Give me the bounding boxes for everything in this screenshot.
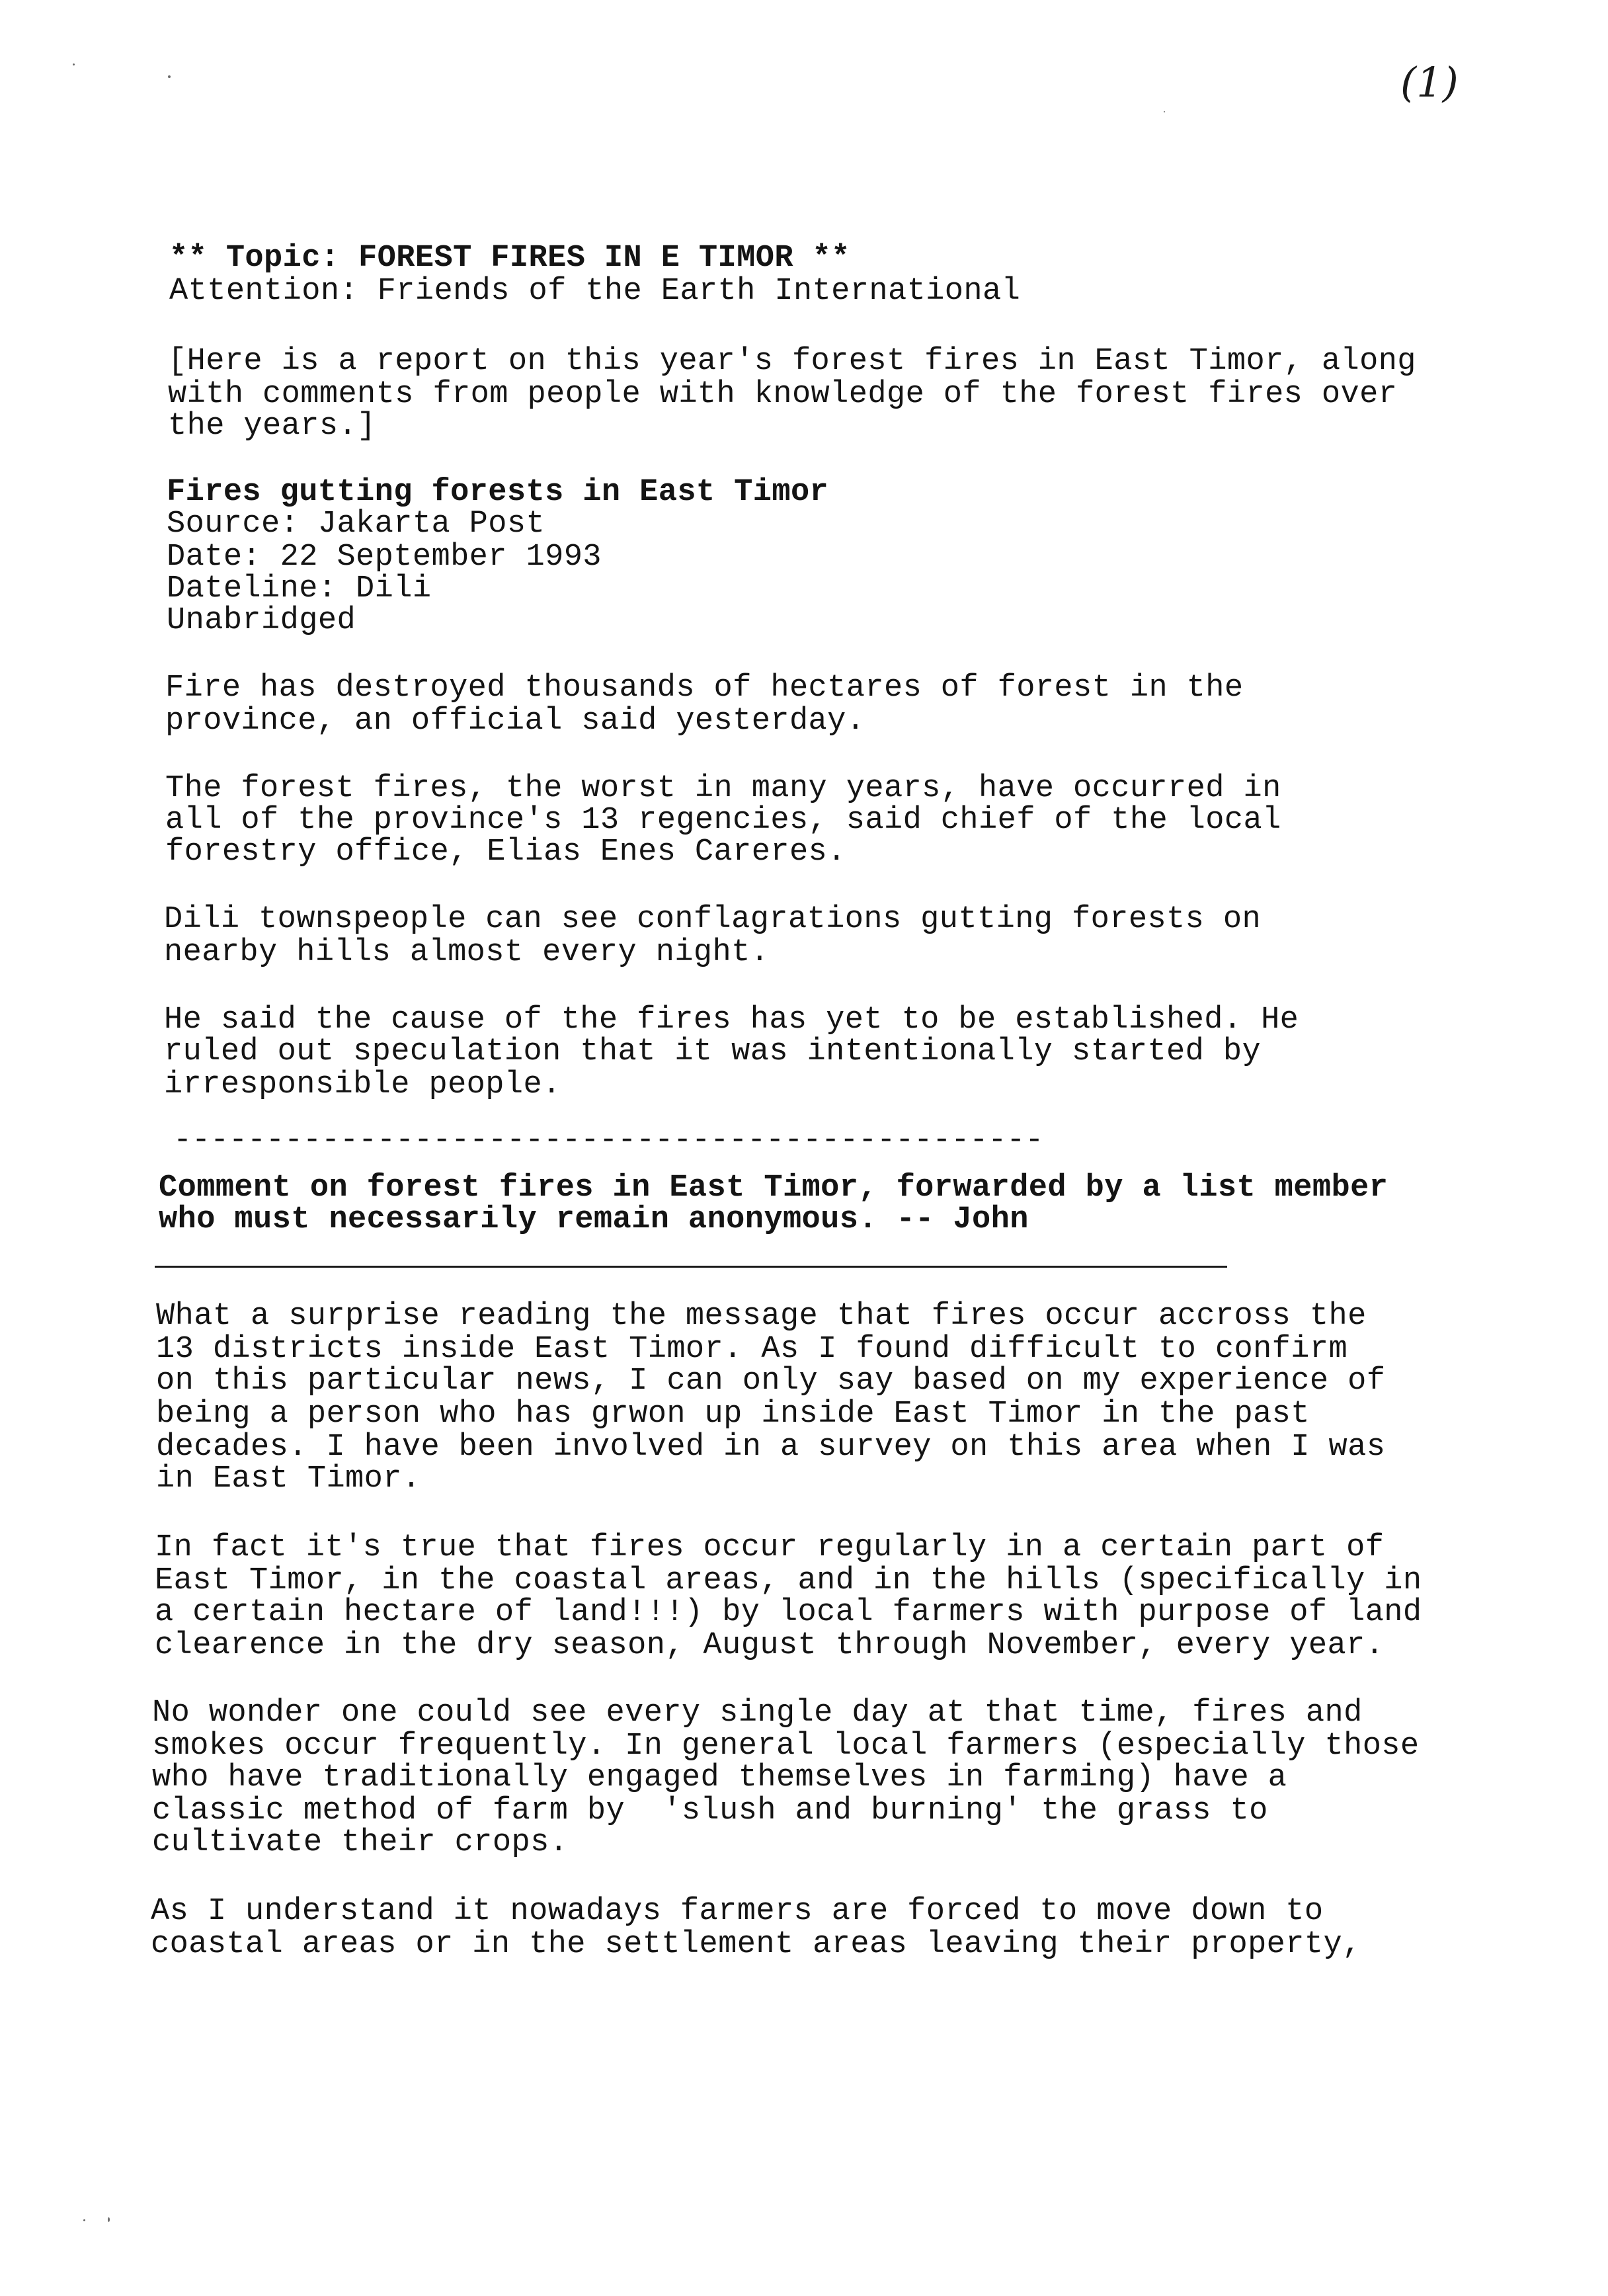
- comment-paragraph-line: smokes occur frequently. In general local farmers (especially those: [152, 1729, 1420, 1764]
- intro-line: the years.]: [168, 409, 376, 444]
- comment-paragraph-line: clearence in the dry season, August through November, every year.: [155, 1628, 1385, 1663]
- article-date: Date: 22 September 1993: [167, 540, 602, 575]
- horizontal-rule: [155, 1266, 1227, 1268]
- topic-heading: ** Topic: FOREST FIRES IN E TIMOR **: [169, 241, 850, 276]
- comment-paragraph-line: in East Timor.: [156, 1461, 421, 1496]
- comment-paragraph-line: What a surprise reading the message that fires occur accross the: [156, 1299, 1367, 1334]
- comment-paragraph-line: a certain hectare of land!!!) by local farmers with purpose of land: [155, 1595, 1422, 1630]
- comment-paragraph-line: coastal areas or in the settlement areas leaving their property,: [151, 1927, 1361, 1962]
- comment-paragraph-line: 13 districts inside East Timor. As I found difficult to confirm: [156, 1332, 1348, 1367]
- comment-paragraph-line: No wonder one could see every single day at that time, fires and: [152, 1696, 1363, 1731]
- article-paragraph-line: forestry office, Elias Enes Careres.: [165, 835, 846, 870]
- scan-speck: [73, 63, 75, 65]
- article-paragraph-line: Fire has destroyed thousands of hectares of forest in the: [165, 671, 1244, 706]
- article-paragraph-line: province, an official said yesterday.: [165, 704, 865, 739]
- article-paragraph-line: He said the cause of the fires has yet to be established. He: [164, 1003, 1299, 1038]
- intro-line: with comments from people with knowledge of the forest fires over: [168, 377, 1398, 412]
- scan-speck: [1164, 111, 1165, 112]
- comment-heading: Comment on forest fires in East Timor, forwarded by a list member: [159, 1170, 1388, 1206]
- article-paragraph-line: all of the province's 13 regencies, said chief of the local: [165, 803, 1281, 838]
- comment-heading: who must necessarily remain anonymous. -- John: [159, 1202, 1029, 1237]
- comment-paragraph-line: who have traditionally engaged themselves in farming) have a: [152, 1760, 1287, 1795]
- comment-paragraph-line: cultivate their crops.: [152, 1825, 569, 1860]
- comment-paragraph-line: In fact it's true that fires occur regularly in a certain part of: [155, 1530, 1385, 1565]
- article-title: Fires gutting forests in East Timor: [167, 475, 829, 510]
- attention-line: Attention: Friends of the Earth International: [169, 274, 1021, 309]
- article-note: Unabridged: [167, 603, 356, 638]
- article-source: Source: Jakarta Post: [167, 507, 545, 542]
- comment-paragraph-line: East Timor, in the coastal areas, and in the hills (specifically in: [155, 1563, 1422, 1598]
- dashed-separator: -----------------------------------------------: [173, 1123, 1044, 1158]
- comment-paragraph-line: on this particular news, I can only say based on my experience of: [156, 1364, 1386, 1399]
- article-paragraph-line: The forest fires, the worst in many years, have occurred in: [165, 771, 1281, 806]
- article-dateline: Dateline: Dili: [167, 571, 432, 606]
- article-paragraph-line: nearby hills almost every night.: [164, 935, 770, 970]
- scan-speck: [108, 2217, 110, 2222]
- comment-paragraph-line: being a person who has grwon up inside East Timor in the past: [156, 1397, 1310, 1432]
- scan-speck: [168, 75, 171, 78]
- page-number: (1): [1400, 58, 1459, 106]
- comment-paragraph-line: decades. I have been involved in a survey on this area when I was: [156, 1430, 1386, 1465]
- article-paragraph-line: irresponsible people.: [164, 1067, 561, 1102]
- scan-speck: [83, 2219, 85, 2221]
- comment-paragraph-line: As I understand it nowadays farmers are forced to move down to: [151, 1894, 1324, 1929]
- article-paragraph-line: ruled out speculation that it was intentionally started by: [164, 1034, 1262, 1069]
- article-paragraph-line: Dili townspeople can see conflagrations gutting forests on: [164, 902, 1262, 937]
- intro-line: [Here is a report on this year's forest fires in East Timor, along: [168, 344, 1416, 379]
- comment-paragraph-line: classic method of farm by 'slush and burning' the grass to: [152, 1793, 1268, 1828]
